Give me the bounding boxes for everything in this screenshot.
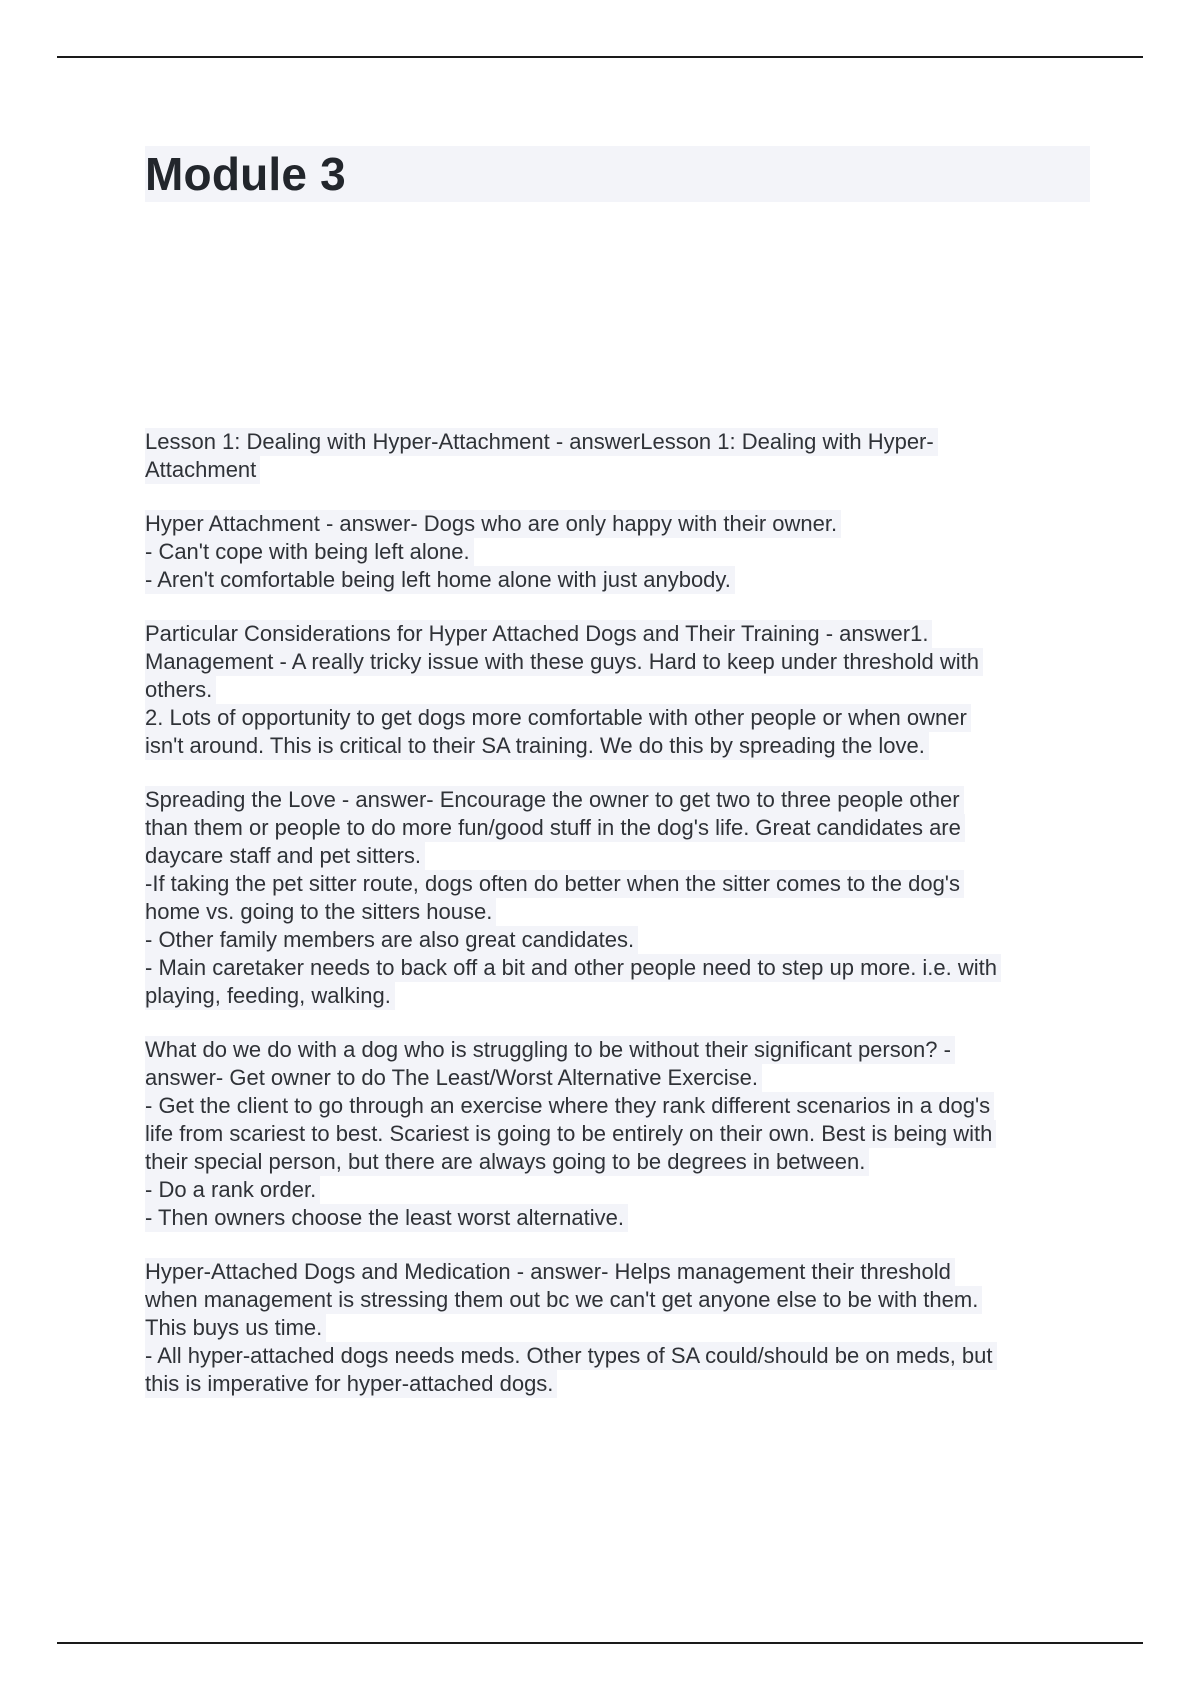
qa-entry-line: - Can't cope with being left alone.: [145, 538, 474, 566]
qa-entry-line: - Then owners choose the least worst alternative.: [145, 1204, 628, 1232]
qa-entry: [145, 1036, 1090, 1232]
qa-entry-line: answer- Get owner to do The Least/Worst Alternative Exercise.: [145, 1064, 762, 1092]
qa-entry-line: daycare staff and pet sitters.: [145, 842, 425, 870]
qa-entry-line: Management - A really tricky issue with these guys. Hard to keep under threshold with: [145, 648, 983, 676]
qa-entry-line: -If taking the pet sitter route, dogs often do better when the sitter comes to the dog's: [145, 870, 964, 898]
qa-entry-line: when management is stressing them out bc we can't get anyone else to be with them.: [145, 1286, 982, 1314]
qa-entry-line: others.: [145, 676, 216, 704]
qa-entry-line: - Do a rank order.: [145, 1176, 320, 1204]
qa-entry-line: - Aren't comfortable being left home alone with just anybody.: [145, 566, 735, 594]
qa-entry: [145, 510, 1090, 594]
qa-entry: [145, 786, 1090, 1010]
qa-entry-line: Particular Considerations for Hyper Attached Dogs and Their Training - answer1.: [145, 620, 932, 648]
qa-entry-line: Lesson 1: Dealing with Hyper-Attachment - answerLesson 1: Dealing with Hyper-: [145, 428, 938, 456]
qa-entry-line: their special person, but there are always going to be degrees in between.: [145, 1148, 869, 1176]
qa-entry-line: playing, feeding, walking.: [145, 982, 395, 1010]
qa-entry: [145, 428, 1090, 484]
qa-entry-line: isn't around. This is critical to their SA training. We do this by spreading the love.: [145, 732, 929, 760]
qa-entry: [145, 620, 1090, 760]
qa-entry-line: Hyper Attachment - answer- Dogs who are only happy with their owner.: [145, 510, 841, 538]
qa-entry-line: - All hyper-attached dogs needs meds. Other types of SA could/should be on meds, but: [145, 1342, 997, 1370]
qa-entry-line: Spreading the Love - answer- Encourage the owner to get two to three people other: [145, 786, 964, 814]
qa-entry-line: life from scariest to best. Scariest is going to be entirely on their own. Best is being with: [145, 1120, 996, 1148]
qa-entry: [145, 1258, 1090, 1398]
qa-list: [145, 428, 1090, 1398]
qa-entry-line: - Get the client to go through an exercise where they rank different scenarios in a dog's: [145, 1092, 994, 1120]
document-body: [145, 146, 1090, 1424]
page-top-rule: [57, 56, 1143, 58]
qa-entry-line: What do we do with a dog who is struggling to be without their significant person? -: [145, 1036, 955, 1064]
qa-entry-line: Hyper-Attached Dogs and Medication - answer- Helps management their threshold: [145, 1258, 955, 1286]
qa-entry-line: Attachment: [145, 456, 260, 484]
qa-entry-line: - Other family members are also great candidates.: [145, 926, 638, 954]
page-bottom-rule: [57, 1642, 1143, 1644]
qa-entry-line: than them or people to do more fun/good stuff in the dog's life. Great candidates are: [145, 814, 965, 842]
qa-entry-line: - Main caretaker needs to back off a bit and other people need to step up more. i.e. with: [145, 954, 1001, 982]
qa-entry-line: 2. Lots of opportunity to get dogs more comfortable with other people or when owner: [145, 704, 971, 732]
qa-entry-line: this is imperative for hyper-attached dogs.: [145, 1370, 557, 1398]
page-title: Module 3: [145, 148, 346, 200]
qa-entry-line: home vs. going to the sitters house.: [145, 898, 496, 926]
qa-entry-line: This buys us time.: [145, 1314, 326, 1342]
title-band: [145, 146, 1090, 202]
